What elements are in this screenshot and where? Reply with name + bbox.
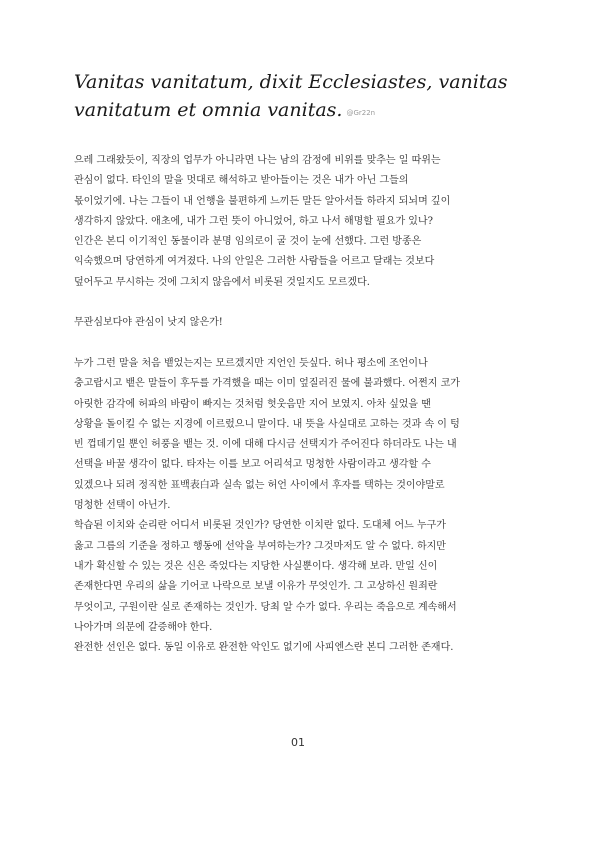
text-line: 아릿한 감각에 허파의 바람이 빠지는 것처럼 헛웃음만 지어 보였지. 아차 싶었을 땐 bbox=[74, 398, 431, 410]
paragraph-gap bbox=[74, 334, 526, 354]
text-line: 덮어두고 무시하는 것에 그치지 않음에서 비롯된 것일지도 모르겠다. bbox=[74, 276, 370, 288]
text-line: 누가 그런 말을 처음 뱉었는지는 모르겠지만 지언인 듯싶다. 허나 평소에 조언이나 bbox=[74, 357, 428, 369]
text-line: 무관심보다야 관심이 낫지 않은가! bbox=[74, 317, 223, 329]
text-line: 내가 확신할 수 있는 것은 신은 죽었다는 지당한 사실뿐이다. 생각해 보라. 만일 신이 bbox=[74, 560, 438, 572]
text-line: 관심이 없다. 타인의 말을 멋대로 해석하고 받아들이는 것은 내가 아닌 그들의 bbox=[74, 175, 409, 187]
text-line: 선택을 바꿀 생각이 없다. 타자는 이를 보고 어리석고 멍청한 사람이라고 생각할 수 bbox=[74, 459, 431, 471]
text-line: 옳고 그름의 기준을 정하고 행동에 선악을 부여하는가? 그것마저도 알 수 없다. 하지만 bbox=[74, 540, 446, 552]
text-line: 상황을 돌이킬 수 없는 지경에 이르렀으니 말이다. 내 뜻을 사실대로 고하는 것과 속 이 텅 bbox=[74, 418, 460, 430]
text-line: 학습된 이치와 순리란 어디서 비롯된 것인가? 당연한 이치란 없다. 도대체 어느 누구가 bbox=[74, 520, 446, 532]
paragraph-gap bbox=[74, 293, 526, 313]
text-line: 생각하지 않았다. 애초에, 내가 그런 뜻이 아니었어, 하고 나서 해명할 필요가 있나? bbox=[74, 215, 433, 227]
text-line: 충고랍시고 뱉은 말들이 후두를 가격했을 때는 이미 엎질러진 물에 불과했다. 어쩐지 코가 bbox=[74, 378, 460, 390]
author-tag: @Gr22n bbox=[346, 109, 376, 117]
page-number: 01 bbox=[291, 736, 305, 749]
essay-body bbox=[74, 151, 526, 658]
text-line: 으레 그래왔듯이, 직장의 업무가 아니라면 나는 남의 감정에 비위를 맞추는 일 따위는 bbox=[74, 155, 441, 166]
text-line: 멍청한 선택이 아닌가. bbox=[74, 500, 171, 512]
text-line: 몫이었기에. 나는 그들이 내 언행을 불편하게 느끼든 말든 알아서들 하라지 되뇌며 깊이 bbox=[74, 195, 451, 207]
title-text: Vanitas vanitatum, dixit Ecclesiastes, vanitas vanitatum et omnia vanitas. bbox=[74, 71, 508, 121]
text-line: 나아가며 의문에 갈증해야 한다. bbox=[74, 621, 213, 633]
text-line: 완전한 선인은 없다. 동일 이유로 완전한 악인도 없기에 사피엔스란 본디 그러한 존재다. bbox=[74, 642, 454, 654]
text-line: 무엇이고, 구원이란 실로 존재하는 것인가. 당최 알 수가 없다. 우리는 죽음으로 계속해서 bbox=[74, 601, 457, 613]
text-line: 인간은 본디 이기적인 동물이라 분명 임의로이 굴 것이 눈에 선했다. 그런 방종은 bbox=[74, 236, 422, 248]
text-line: 빈 껍데기일 뿐인 허풍을 뱉는 것. 이에 대해 다시금 선택지가 주어진다 하더라도 나는 내 bbox=[74, 439, 457, 451]
text-line: 있겠으나 되려 정직한 표백表白과 실속 없는 허언 사이에서 후자를 택하는 것이야말로 bbox=[74, 479, 445, 491]
text-line: 익숙했으며 당연하게 여겨졌다. 나의 안일은 그러한 사람들을 어르고 달래는 것보다 bbox=[74, 256, 435, 268]
text-line: 존재한다면 우리의 삶을 기어코 나락으로 보낼 이유가 무엇인가. 그 고상하신 원죄란 bbox=[74, 581, 438, 593]
page-title bbox=[74, 68, 534, 127]
